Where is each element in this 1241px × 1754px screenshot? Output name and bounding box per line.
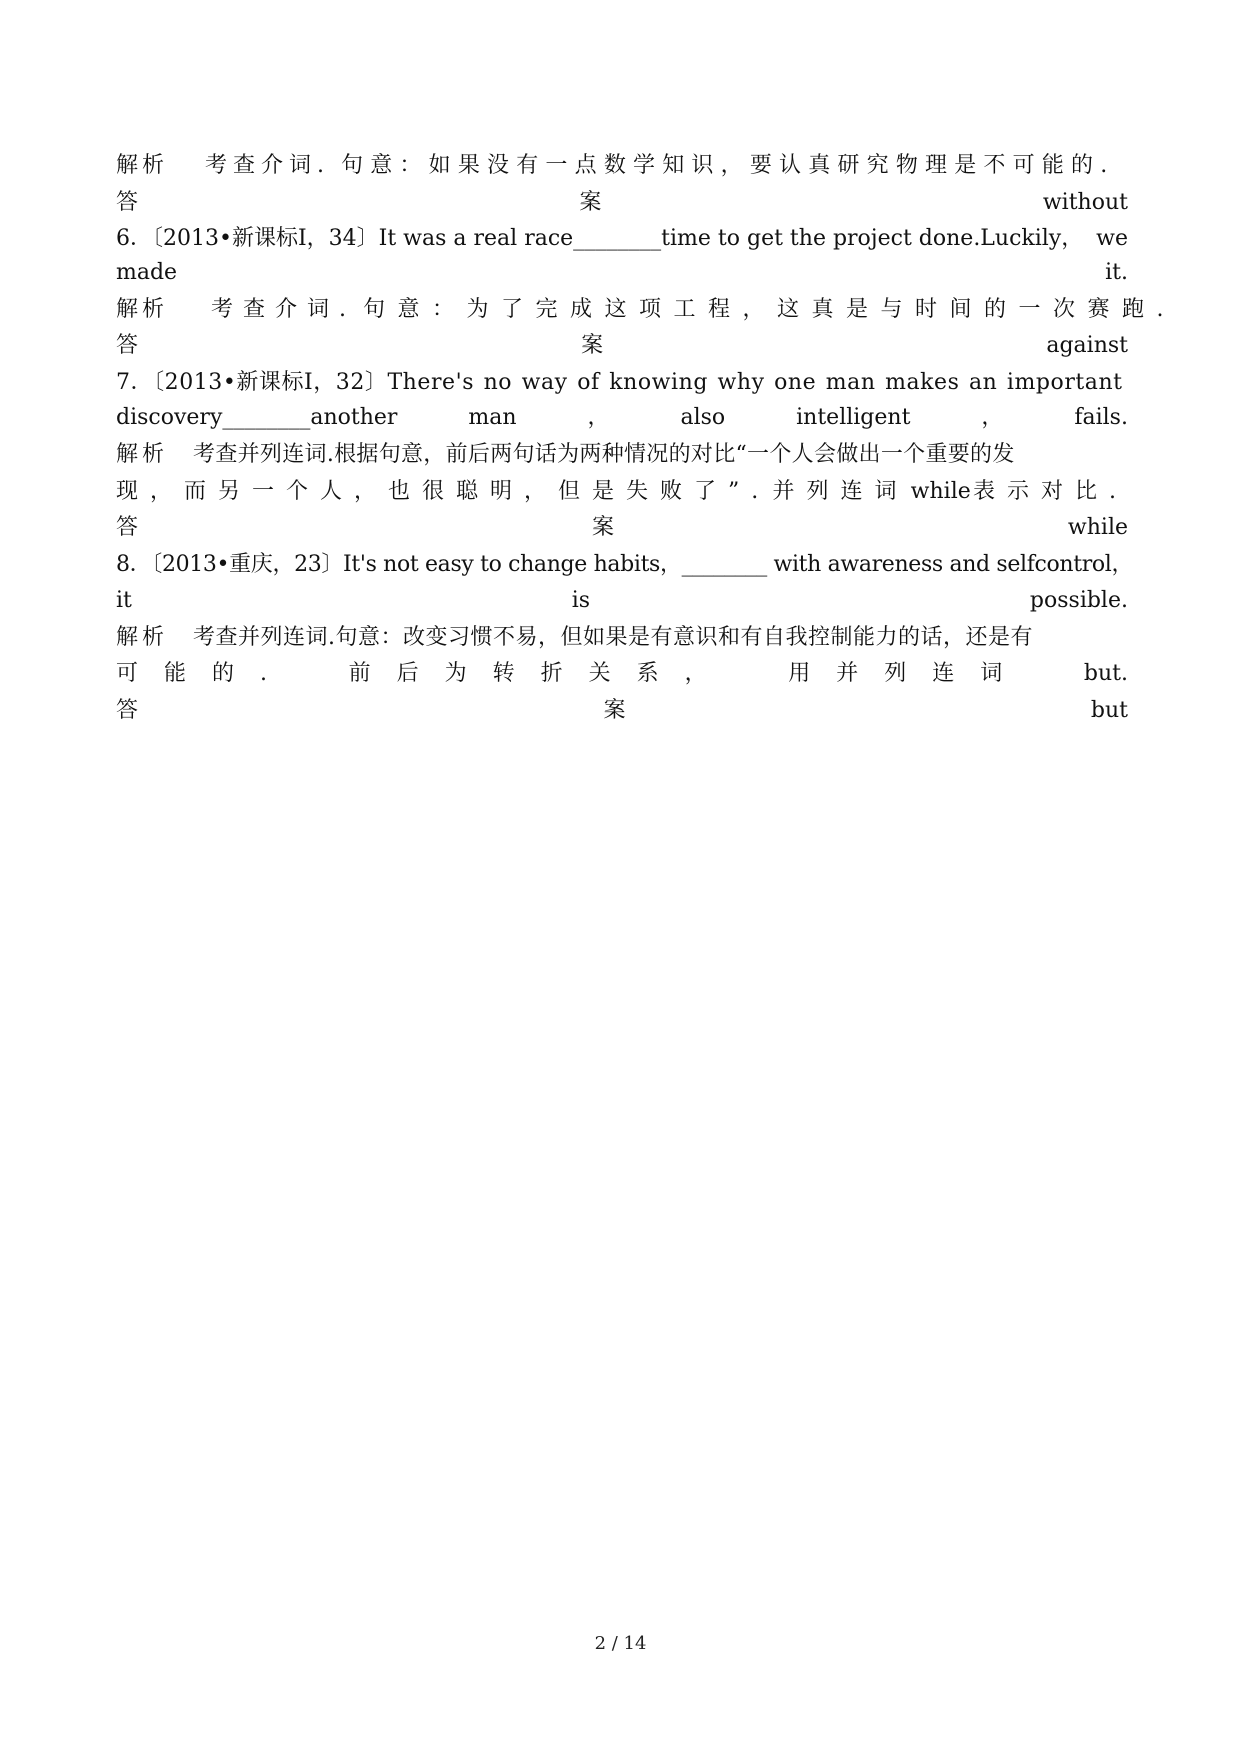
page-number: 2 / 14 — [594, 1633, 647, 1654]
question-6-line-2 — [116, 257, 1128, 289]
answer-label-an: 案 — [591, 515, 614, 540]
q7-word-1: discovery________another — [116, 405, 398, 430]
analysis-line-3 — [116, 439, 1128, 471]
question-6-text-cont: made — [116, 260, 178, 285]
answer-value: while — [1067, 515, 1128, 540]
analysis-keyword: but. — [1083, 661, 1128, 686]
answer-line-1 — [116, 187, 1128, 219]
question-7-text: 7．〔2013•新课标Ⅰ，32〕There's no way of knowing why one man makes an important — [116, 370, 1123, 395]
q7-word-7: fails. — [1074, 405, 1128, 430]
q8-word-3: possible. — [1029, 588, 1128, 613]
question-8-line-1 — [116, 549, 1134, 581]
answer-label-an: 案 — [603, 698, 626, 723]
answer-value: against — [1046, 333, 1128, 358]
analysis-line-6 — [116, 658, 1128, 690]
q7-word-6: ， — [981, 405, 1004, 430]
q7-word-2: man — [468, 405, 517, 430]
analysis-topic: 考查介词. — [205, 153, 331, 178]
analysis-text-a: 现，而另一个人，也很聪明，但是失败了”. — [116, 479, 771, 504]
question-6-line-1 — [116, 223, 1128, 255]
question-6-text-end: we — [1096, 226, 1128, 251]
analysis-text: 考查并列连词.根据句意，前后两句话为两种情况的对比“一个人会做出一个重要的发 — [193, 442, 1015, 467]
answer-line-2 — [116, 330, 1128, 362]
analysis-line-5 — [116, 622, 1128, 654]
answer-label-an: 案 — [581, 333, 604, 358]
answer-label-an: 案 — [579, 190, 602, 215]
question-8-line-2 — [116, 585, 1128, 617]
analysis-meaning: 句意：如果没有一点数学知识，要认真研究物理是不可能的. — [341, 153, 1115, 178]
question-7-line-1 — [116, 367, 1128, 399]
q8-word-1: it — [116, 588, 132, 613]
analysis-meaning: 句意：为了完成这项工程，这真是与时间的一次赛跑. — [363, 297, 1177, 322]
analysis-label: 解析 — [116, 297, 169, 322]
analysis-text-b: 并列连词 — [772, 479, 909, 504]
analysis-label: 解析 — [116, 442, 169, 467]
answer-value: without — [1042, 190, 1128, 215]
analysis-text: 考查并列连词.句意：改变习惯不易，但如果是有意识和有自我控制能力的话，还是有 — [193, 625, 1034, 650]
question-6-text-cont-end: it. — [1105, 260, 1128, 285]
answer-value: but — [1090, 698, 1128, 723]
q7-word-3: ， — [587, 405, 610, 430]
q7-word-4: also — [680, 405, 726, 430]
question-8-text: 8．〔2013•重庆，23〕It's not easy to change habits，________ with awareness and selfcontrol， — [116, 552, 1134, 577]
analysis-text-c: 用并列连词 — [788, 661, 1029, 686]
analysis-line-4 — [116, 476, 1128, 508]
answer-label-da: 答 — [116, 333, 139, 358]
answer-line-3 — [116, 512, 1128, 544]
analysis-keyword: while — [910, 479, 971, 504]
analysis-label: 解析 — [116, 625, 169, 650]
q7-word-5: intelligent — [796, 405, 911, 430]
answer-line-4 — [116, 695, 1128, 727]
question-7-line-2 — [116, 402, 1128, 434]
analysis-line-2 — [116, 294, 1177, 326]
answer-label-da: 答 — [116, 698, 139, 723]
analysis-text-c: 表示对比. — [972, 479, 1128, 504]
analysis-topic: 考查介词. — [211, 297, 357, 322]
answer-label-da: 答 — [116, 190, 139, 215]
answer-label-da: 答 — [116, 515, 139, 540]
analysis-text-b: 前后为转折关系， — [348, 661, 733, 686]
question-6-text: 6．〔2013•新课标Ⅰ，34〕It was a real race________time to get the project done.Luckily， — [116, 226, 1084, 251]
analysis-label: 解析 — [116, 153, 169, 178]
analysis-text-a: 可能的. — [116, 661, 293, 686]
q8-word-2: is — [571, 588, 591, 613]
analysis-line-1 — [116, 150, 1128, 182]
